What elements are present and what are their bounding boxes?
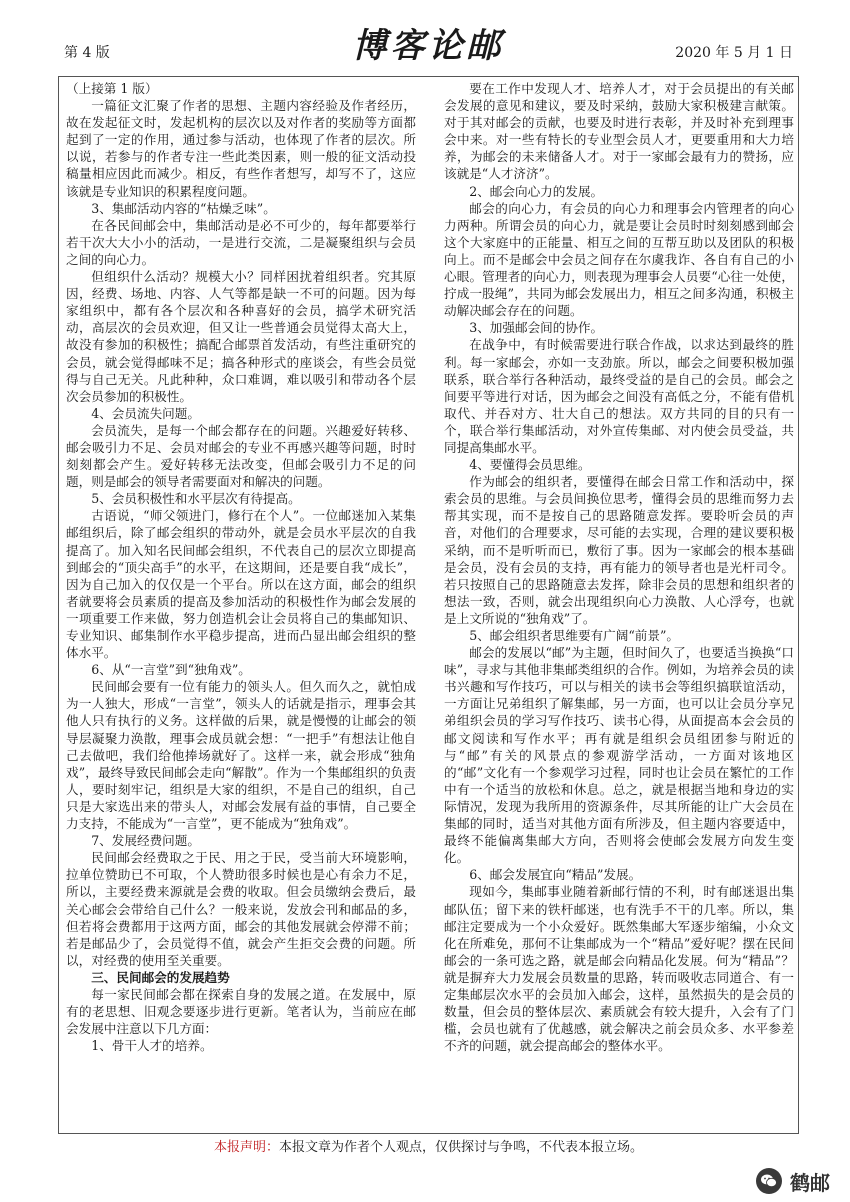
paragraph: 三、民间邮会的发展趋势 <box>91 969 230 985</box>
page-header <box>58 18 799 70</box>
paragraph: 1、骨干人才的培养。 <box>91 1038 213 1054</box>
paragraph: 民间邮会要有一位有能力的领头人。但久而久之，就怕成为一人独大，形成“一言堂”，领头人的话就是指示，理事会其他人只有执行的义务。这样做的后果，就是慢慢的让邮会的领导层凝聚力涣散，理事会成员就会想：“一把手”有想法让他自己去做吧，我们给他捧场就好了。这样一来，就会形成“独角戏”，最终导致民间邮会走向“解散”。作为一个集邮组织的负责人，要时刻牢记，组织是大家的组织，不是自己的组织，自己只是大家选出来的带头人，对邮会发展有益的事情，自己要全力支持，不能成为“一言堂”，更不能成为“独角戏”。 <box>66 679 416 832</box>
paragraph: 5、会员积极性和水平层次有待提高。 <box>91 491 301 507</box>
paragraph: 每一家民间邮会都在探索自身的发展之道。在发展中，原有的老思想、旧观念要逐步进行更新。笔者认为，当前应在邮会发展中注意以下几方面： <box>66 986 416 1037</box>
paragraph: 6、邮会发展宜向“精品”发展。 <box>469 867 642 883</box>
issue-date: 2020 年 5 月 1 日 <box>675 45 793 61</box>
paragraph: 会员流失，是每一个邮会都存在的问题。兴趣爱好转移、邮会吸引力不足、会员对邮会的专业不再感兴趣等问题，时时刻刻都会产生。爱好转移无法改变，但邮会吸引力不足的问题，则是邮会的领导者需要面对和解决的问题。 <box>66 422 416 490</box>
paragraph: 在各民间邮会中，集邮活动是必不可少的，每年都要举行若干次大大小小的活动，一是进行交流，二是凝聚组织与会员之间的向心力。 <box>66 217 416 267</box>
paragraph: 6、从“一言堂”到“独角戏”。 <box>91 662 251 678</box>
watermark <box>756 1166 830 1196</box>
paragraph: 2、邮会向心力的发展。 <box>469 183 604 199</box>
paragraph: 5、邮会组织者思维要有广阔“前景”。 <box>469 628 679 643</box>
paragraph: 4、会员流失问题。 <box>91 405 200 421</box>
paragraph: 3、加强邮会间的协作。 <box>469 320 604 336</box>
disclaimer-label: 本报声明： <box>213 1140 279 1155</box>
paragraph: （上接第 1 版） <box>66 81 158 96</box>
disclaimer-text: 本报文章为作者个人观点，仅供探讨与争鸣，不代表本报立场。 <box>279 1140 644 1155</box>
paragraph: 作为邮会的组织者，要懂得在邮会日常工作和活动中，探索会员的思维。与会员间换位思考，懂得会员的思维而努力去帮其实现，而不是按自己的思路随意发挥。要聆听会员的声音，对他们的合理要求，尽可能的去实现，合理的建议要积极采纳，而不是听听而已，敷衍了事。因为一家邮会的根本基础是会员，没有会员的支持，再有能力的领导者也是光杆司令。若只按照自己的思路随意去发挥，除非会员的思想和组织者的想法一致，否则，就会出现组织向心力涣散、人心浮夸，也就是上文所说的“独角戏”了。 <box>444 474 794 626</box>
paragraph: 3、集邮活动内容的“枯燥乏味”。 <box>91 200 276 216</box>
paragraph: 7、发展经费问题。 <box>91 833 200 849</box>
paragraph: 现如今，集邮事业随着新邮行情的不利，时有邮迷退出集邮队伍；留下来的铁杆邮迷，也有洗手不干的几率。所以，集邮注定要成为一个小众爱好。既然集邮大军逐步缩编，小众文化在所难免，那何不让集邮成为一个“精品”爱好呢？摆在民间邮会的一条可选之路，就是邮会向精品化发展。何为“精品”？就是摒弃大力发展会员数量的思路，转而吸收志同道合、有一定集邮层次水平的会员加入邮会，这样，虽然损失的是会员的数量，但会员的整体层次、素质就会有较大提升，入会有了门槛，会员也就有了优越感，就会解决之前会员众多、水平参差不齐的问题，就会提高邮会的整体水平。 <box>444 884 794 1054</box>
paragraph: 在战争中，有时候需要进行联合作战，以求达到最终的胜利。每一家邮会，亦如一支劲旅。所以，邮会之间要积极加强联系，联合举行各种活动，最终受益的是自己的会员。邮会之间要平等进行对话，因为邮会之间没有高低之分，不能有借机取代、并吞对方、壮大自己的想法。双方共同的目的只有一个，联合举行集邮活动，对外宣传集邮、对内使会员受益，共同提高集邮水平。 <box>444 337 794 455</box>
right-column <box>444 80 794 1054</box>
wechat-icon <box>756 1168 782 1194</box>
paragraph: 邮会的发展以“邮”为主题，但时间久了，也要适当换换“口味”，寻求与其他非集邮类组织的合作。例如，为培养会员的读书兴趣和写作技巧，可以与相关的读书会等组织搞联谊活动，一方面让兄弟组织了解集邮，另一方面，也可以让会员分享兄弟组织会员的学习写作技巧、读书心得，从面提高本会会员的邮文阅读和写作水平；再有就是组织会员组团参与附近的与“邮”有关的风景点的参观游学活动，一方面对该地区的“邮”文化有一个参观学习过程，同时也让会员在繁忙的工作中有一个适当的放松和休息。总之，就是根据当地和身边的实际情况，发现为我所用的资源条件，尽其所能的让广大会员在集邮的同时，适当对其他方面有所涉及，但主题内容要适中，最终不能偏离集邮大方向，否则将会使邮会发展方向发生变化。 <box>444 645 794 866</box>
watermark-text: 鹤邮 <box>790 1170 830 1195</box>
paragraph: 一篇征文汇聚了作者的思想、主题内容经验及作者经历，故在发起征文时，发起机构的层次以及对作者的奖励等方面都起到了一定的作用，通过参与活动，也体现了作者的层次。所以说，若参与的作者专注一些此类因素，则一般的征文活动投稿量相应因此而减少。相反，有些作者想写，却写不了，这应该就是专业知识的积累程度问题。 <box>66 98 416 199</box>
paragraph: 古语说，“师父领进门，修行在个人”。一位邮迷加入某集邮组织后，除了邮会组织的带动外，就是会员水平层次的自我提高了。加入知名民间邮会组织，不代表自己的层次立即提高到邮会的“顶尖高手”的水平，在这期间，还是要自我“成长”，因为自己加入的仅仅是一个平台。所以在这方面，邮会的组织者就要将会员素质的提高及参加活动的积极性作为邮会发展的一项重要工作来做，努力创造机会让会员将自己的集邮知识、专业知识、邮集制作水平稳步提高，进而凸显出邮会组织的整体水平。 <box>66 508 416 661</box>
paragraph: 但组织什么活动？规模大小？同样困扰着组织者。究其原因，经费、场地、内容、人气等都是缺一不可的问题。因为每家组织中，都有各个层次和各种喜好的会员，搞学术研究活动，高层次的会员欢迎，但又让一些普通会员觉得太高大上，故没有参加的积极性；搞配合邮票首发活动，有些注重研究的会员，就会觉得邮味不足；搞各种形式的座谈会，有些会员觉得与自己无关。凡此种种，众口难调，难以吸引和带动各个层次会员参加的积极性。 <box>66 269 416 404</box>
masthead-title: 博客论邮 <box>352 26 505 66</box>
edition-label: 第 4 版 <box>64 45 110 61</box>
paragraph: 邮会的向心力，有会员的向心力和理事会内管理者的向心力两种。所谓会员的向心力，就是要让会员时时刻刻感到邮会这个大家庭中的正能量、相互之间的互帮互助以及团队的积极向上。而不是邮会中会员之间存在尔虞我诈、各自有自己的小心眼。管理者的向心力，则表现为理事会人员要“心往一处使，拧成一股绳”，共同为邮会发展出力，相互之间多沟通，积极主动解决邮会存在的问题。 <box>444 200 794 319</box>
paragraph: 民间邮会经费取之于民、用之于民，受当前大环境影响，拉单位赞助已不可取，个人赞助很多时候也是心有余力不足，所以，主要经费来源就是会费的收取。但会员缴纳会费后，最关心邮会会带给自己什么？一般来说，发放会刊和邮品的多，但若将会费都用于这两方面，邮会的其他发展就会停滞不前；若是邮品少了，会员觉得不值，就会产生拒交会费的问题。所以，对经费的使用至关重要。 <box>66 850 416 968</box>
paragraph: 要在工作中发现人才、培养人才，对于会员提出的有关邮会发展的意见和建议，要及时采纳，鼓励大家积极建言献策。对于其对邮会的贡献，也要及时进行表彰，并及时补充到理事会中来。对一些有特长的专业型会员人才，更要重用和大力培养，为邮会的未来储备人才。对于一家邮会最有力的赞扬，应该就是“人才济济”。 <box>444 81 794 182</box>
footer-disclaimer <box>58 1136 799 1158</box>
paragraph: 4、要懂得会员思维。 <box>469 457 591 473</box>
left-column <box>66 80 416 1054</box>
